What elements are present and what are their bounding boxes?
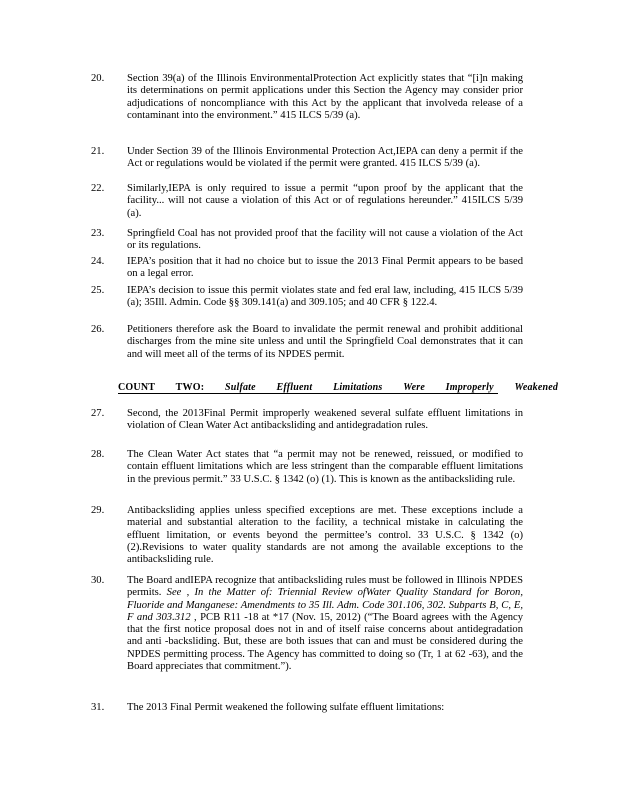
paragraph-21 (91, 146, 523, 171)
heading-word: Limitations (333, 382, 383, 393)
section-heading (118, 382, 559, 394)
paragraph-text: Antibacksliding applies unless specified exceptions are met. These exceptions include a material and substantial alteration to the facility, a technical mistake in calculating the effluent limitation, or events beyond the permittee’s control. 33 U.S.C. § 1342 (o) (2).Revisions to water quality standards are not among the available exceptions to the antibacksliding rule. (127, 505, 523, 566)
paragraph-22 (91, 183, 523, 220)
paragraph-text: Springfield Coal has not provided proof that the facility will not cause a violation of the Act or its regulations. (127, 228, 523, 252)
heading-word: COUNT (118, 382, 156, 393)
paragraph-number: 24. (91, 256, 105, 267)
paragraph-text: IEPA’s position that it had no choice but to issue the 2013 Final Permit appears to be based on a legal error. (127, 256, 523, 280)
paragraph-28 (91, 449, 523, 486)
paragraph-number: 25. (91, 285, 105, 296)
heading-word: Were (403, 382, 425, 393)
paragraph-30 (91, 575, 523, 673)
paragraph-number: 29. (91, 505, 105, 516)
case-citation-italic: See , In the Matter of: Triennial Review ofWater Quality Standard for Boron, Fluoride and Manganese: Amendments to 35 Ill. Adm. Code 301.106, 302. Subparts B, C, E, F and 303.312 (127, 587, 523, 623)
paragraph-23 (91, 228, 523, 253)
paragraph-number: 27. (91, 408, 105, 419)
paragraph-text: Under Section 39 of the Illinois Environmental Protection Act,IEPA can deny a permit if the Act or regulations would be violated if the permit were granted. 415 ILCS 5/39 (a). (127, 146, 523, 170)
paragraph-26 (91, 324, 523, 361)
paragraph-number: 22. (91, 183, 105, 194)
paragraph-29 (91, 505, 523, 566)
paragraph-number: 28. (91, 449, 105, 460)
paragraph-text: IEPA’s decision to issue this permit violates state and fed eral law, including, 415 ILCS 5/39 (a); 35Ill. Admin. Code §§ 309.141(a) and 309.105; and 40 CFR § 122.4. (127, 285, 523, 309)
paragraph-27 (91, 408, 523, 433)
heading-word: Improperly (445, 382, 494, 393)
paragraph-31 (91, 702, 523, 714)
paragraph-number: 26. (91, 324, 105, 335)
paragraph-number: 31. (91, 702, 105, 713)
paragraph-20 (91, 73, 523, 122)
paragraph-number: 20. (91, 73, 105, 84)
paragraph-number: 23. (91, 228, 105, 239)
paragraph-25 (91, 285, 523, 310)
heading-word: Sulfate (224, 382, 256, 393)
paragraph-text: Similarly,IEPA is only required to issue a permit “upon proof by the applicant that the facility... will not cause a violation of this Act or of regulations hereunder.” 415ILCS 5/39 (a). (127, 183, 523, 219)
paragraph-text: The 2013 Final Permit weakened the following sulfate effluent limitations: (127, 702, 445, 713)
heading-word: TWO: (175, 382, 205, 393)
paragraph-24 (91, 256, 523, 281)
paragraph-number: 21. (91, 146, 105, 157)
heading-word: Weakened (514, 382, 559, 393)
paragraph-text-after: , PCB R11 -18 at *17 (Nov. 15, 2012) (“The Board agrees with the Agency that the first notice proposal does not in and of itself raise concerns about antidegradation and anti -backsliding. But, these are both issues that can and must be considered during the NPDES permitting process. The Agency has committed to doing so (Tr, 1 at 62 -63), and the Board appreciates that commitment.”). (127, 611, 523, 673)
paragraph-text: Section 39(a) of the Illinois EnvironmentalProtection Act explicitly states that “[i]n making its determinations on permit applications under this Section the Agency may consider prior adjudications of noncompliance with this Act by the applicant that involveda release of a contaminant into the environment.” 415 ILCS 5/39 (a). (127, 73, 523, 121)
paragraph-text: Second, the 2013Final Permit improperly weakened several sulfate effluent limitations in violation of Clean Water Act antibacksliding and antidegradation rules. (127, 408, 523, 432)
paragraph-text-before: The Board andIEPA recognize that antibacksliding rules must be followed in Illinois NPDES permits. (127, 575, 523, 599)
paragraph-number: 30. (91, 575, 105, 586)
heading-word: Effluent (276, 382, 313, 393)
paragraph-text (127, 575, 523, 673)
paragraph-text: Petitioners therefore ask the Board to invalidate the permit renewal and prohibit additional discharges from the mine site unless and until the Springfield Coal demonstrates that it can and will meet all of the terms of its NPDES permit. (127, 324, 523, 360)
paragraph-text: The Clean Water Act states that “a permit may not be renewed, reissued, or modified to contain effluent limitations which are less stringent than the comparable effluent limitations in the previous permit.” 33 U.S.C. § 1342 (o) (1). This is known as the antibacksliding rule. (127, 449, 523, 485)
